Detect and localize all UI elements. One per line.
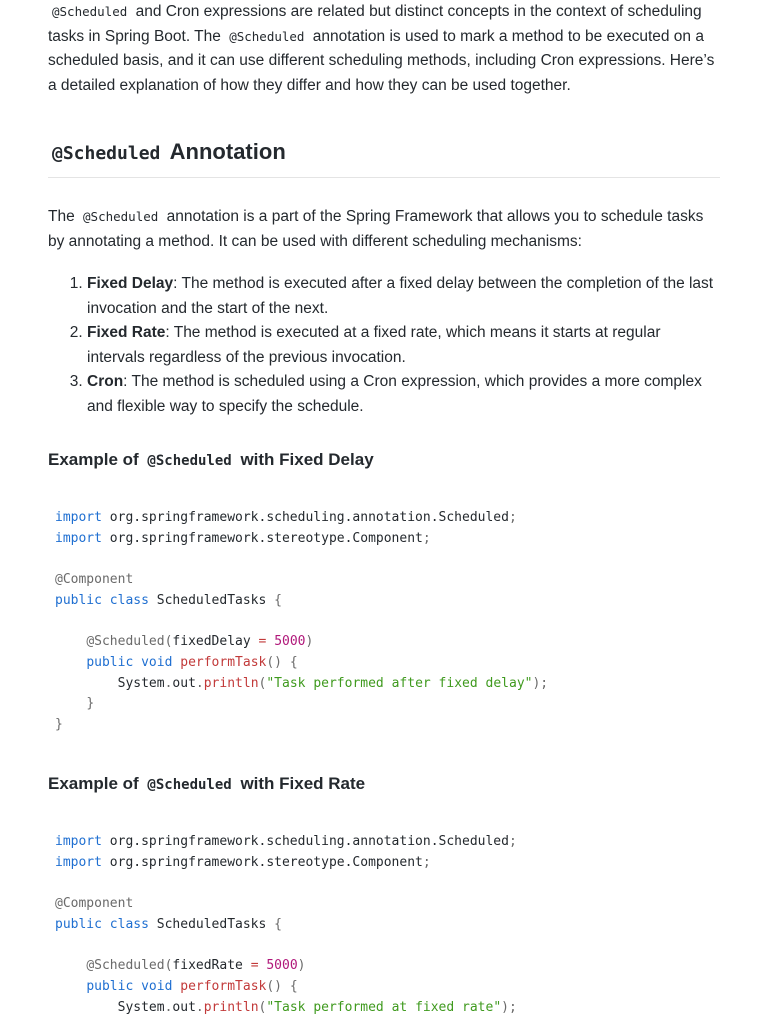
code-token: void [141, 978, 173, 994]
list-item [87, 272, 722, 321]
code-token: import [55, 510, 102, 525]
code-token: println [203, 999, 259, 1015]
paragraph-text: annotation is a part of the Spring Framework that allows you to schedule tasks by annotating a method. It can be used with different scheduling mechanisms: [48, 208, 704, 250]
code-token: class [109, 916, 149, 932]
list-desc: : The method is scheduled using a Cron expression, which provides a more complex and flexible way to specify the schedule. [87, 373, 702, 415]
paragraph-text: The [48, 208, 80, 225]
code-token: @Scheduled [86, 634, 165, 650]
list-term: Fixed Delay [87, 275, 174, 292]
code-token: import [55, 530, 102, 546]
code-token: 5000 [274, 634, 306, 650]
code-token: "Task performed after fixed delay" [266, 675, 533, 691]
code-token: ScheduledTasks [156, 592, 267, 608]
code-token: org.springframework.scheduling.annotation.Scheduled [109, 510, 509, 525]
heading-text: with Fixed Delay [235, 450, 374, 469]
code-token: public [86, 978, 134, 994]
code-token: out [172, 999, 196, 1015]
code-token: org.springframework.stereotype.Component [109, 530, 423, 546]
code-token: public [86, 654, 134, 670]
scheduling-methods-list [48, 272, 722, 419]
intro-text: annotation is used to mark a method to be executed on a scheduled basis, and it can use different scheduling methods, including Cron expressions. Here’s a detailed explanation of how they differ and how they can be used together. [48, 27, 715, 94]
list-term: Fixed Rate [87, 324, 166, 341]
section-paragraph [48, 205, 724, 254]
heading-code: @Scheduled [52, 143, 161, 164]
heading-text: Example of [48, 774, 144, 793]
code-token: ScheduledTasks [156, 916, 267, 932]
code-token: public [55, 592, 102, 608]
intro-paragraph [48, 0, 724, 98]
list-term: Cron [87, 373, 124, 390]
code-token: @Component [55, 572, 134, 588]
code-token: @Component [55, 896, 134, 912]
code-token: performTask [180, 978, 267, 994]
code-token: public [55, 916, 102, 932]
inline-code: @Scheduled [229, 28, 305, 44]
code-token: println [203, 675, 259, 691]
code-token: import [55, 854, 102, 870]
list-desc: : The method is executed at a fixed rate, which means it starts at regular intervals regardless of the previous invocation. [87, 324, 661, 366]
heading-code: @Scheduled [147, 777, 232, 793]
code-token: class [109, 592, 149, 608]
code-token: 5000 [266, 958, 298, 974]
code-token: performTask [180, 654, 267, 670]
code-token: fixedRate [172, 958, 243, 974]
heading-text: Annotation [164, 139, 286, 164]
list-desc: : The method is executed after a fixed delay between the completion of the last invocation and the start of the next. [87, 275, 714, 317]
heading-code: @Scheduled [147, 453, 232, 469]
intro-text: and Cron expressions are related but distinct concepts in the context of scheduling tasks in Spring Boot. The [48, 3, 702, 45]
code-token: @Scheduled [86, 958, 165, 974]
inline-code: @Scheduled [83, 209, 159, 224]
code-token: System [117, 999, 165, 1015]
heading-text: with Fixed Rate [235, 774, 366, 793]
code-token: void [141, 654, 173, 670]
code-token: org.springframework.stereotype.Component [109, 854, 423, 870]
code-token: fixedDelay [172, 634, 251, 650]
list-item [87, 321, 722, 370]
code-token: import [55, 834, 102, 849]
code-token: org.springframework.scheduling.annotation.Scheduled [109, 834, 509, 849]
code-token: out [172, 675, 196, 691]
code-block: import org.springframework.scheduling.annotation.Scheduled; import org.springframework.stereotype.Component; @Component public class ScheduledTasks { @Scheduled(fixedRate = 5000) public void performTask() { System.out.println("Task performed at fixed rate"); [55, 834, 517, 1015]
code-block: import org.springframework.scheduling.annotation.Scheduled; import org.springframework.stereotype.Component; @Component public class ScheduledTasks { @Scheduled(fixedDelay = 5000) public void performTask() { System.out.println("Task performed after fixed delay"); } } [55, 510, 549, 733]
example-heading [48, 447, 374, 474]
example-heading [48, 771, 365, 798]
code-token: System [117, 675, 165, 691]
code-token: "Task performed at fixed rate" [266, 999, 502, 1015]
section-heading [48, 137, 720, 178]
list-item [87, 370, 722, 419]
heading-text: Example of [48, 450, 144, 469]
inline-code: @Scheduled [52, 4, 128, 19]
